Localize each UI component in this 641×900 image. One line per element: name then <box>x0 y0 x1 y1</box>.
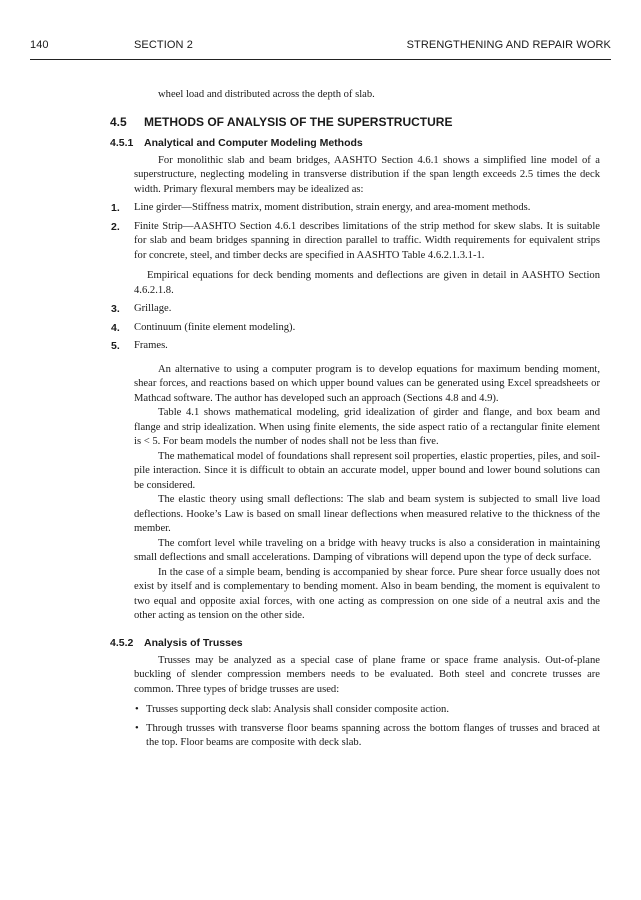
subsection-heading-4-5-2 <box>110 636 600 650</box>
item-text: Line girder—Stiffness matrix, moment distribution, strain energy, and area-moment methods. <box>134 202 531 213</box>
item-number: 2. <box>111 220 120 233</box>
subsection-title: Analysis of Trusses <box>144 636 243 649</box>
item-subparagraph: Empirical equations for deck bending moments and deflections are given in detail in AASHTO Section 4.6.2.1.8. <box>134 270 600 296</box>
list-item <box>111 220 600 299</box>
subsection-number: 4.5.2 <box>110 636 134 649</box>
running-head <box>30 39 611 55</box>
body-paragraph: An alternative to using a computer program is to develop equations for maximum bending moment, shear forces, and reactions based on which upper bound values can be generated using Excel spreadsheets or Mathcad software. The author has developed such an approach (Sections 4.8 and 4.9). <box>134 363 600 404</box>
bullet-text: Trusses supporting deck slab: Analysis shall consider composite action. <box>146 704 449 715</box>
methods-list <box>111 201 600 354</box>
list-item <box>111 302 600 317</box>
body-paragraph: In the case of a simple beam, bending is accompanied by shear force. Pure shear force usually does not exist by itself and is complementary to bending moment. Also in beam bending, the moment is equivalent to two equal and opposite axial forces, with one acting as compression on one side of a neutral axis and the other acting as tension on the other side. <box>134 566 600 621</box>
header-rule <box>30 59 611 60</box>
running-title: STRENGTHENING AND REPAIR WORK <box>406 39 611 51</box>
item-number: 3. <box>111 303 120 315</box>
bullet-icon: • <box>135 722 139 734</box>
item-text: Frames. <box>134 340 168 351</box>
section-title: METHODS OF ANALYSIS OF THE SUPERSTRUCTURE <box>144 114 453 129</box>
section-heading-4-5 <box>110 115 600 130</box>
subsection-title: Analytical and Computer Modeling Methods <box>144 136 363 149</box>
bullet-text: Through trusses with transverse floor beams spanning across the bottom flanges of trusses and braced at the top. Floor beams are composite with deck slab. <box>146 722 600 748</box>
trusses-paragraph: Trusses may be analyzed as a special case of plane frame or space frame analysis. Out-of-plane buckling of slender compression members needs to be evaluated. Both steel and concrete trusses are common. Three types of bridge trusses are used: <box>134 654 600 695</box>
list-item <box>111 339 600 354</box>
truss-types-list <box>134 703 600 751</box>
subsection-number: 4.5.1 <box>110 136 134 149</box>
body-paragraph: Table 4.1 shows mathematical modeling, grid idealization of girder and flange, and box beam and flange and strip idealization. When using finite elements, the side aspect ratio of a rectangular finite element is < 5. For beam models the number of nodes shall not be less than five. <box>134 407 600 447</box>
item-text: Grillage. <box>134 303 172 314</box>
item-text: Finite Strip—AASHTO Section 4.6.1 describes limitations of the strip method for skew slabs. It is suitable for slab and beam bridges spanning in direction parallel to traffic. Width requirements for equivalent strips for concrete, steel, and timber decks are specified in AASHTO Table 4.6.2.1.3.1-1. <box>134 220 600 261</box>
list-item <box>135 722 600 751</box>
list-item <box>111 201 600 216</box>
intro-paragraph: For monolithic slab and beam bridges, AASHTO Section 4.6.1 shows a simplified line model of a superstructure, neglecting modeling in transverse distribution if the span length exceeds 2.5 times the deck width. Primary flexural members may be idealized as: <box>134 154 600 195</box>
body-paragraph: The mathematical model of foundations shall represent soil properties, elastic properties, piles, and soil-pile interaction. Since it is difficult to obtain an accurate model, upper bound and lower bound solutions can be considered. <box>134 450 600 491</box>
bullet-icon: • <box>135 704 139 715</box>
list-item <box>135 703 600 718</box>
item-text: Continuum (finite element modeling). <box>134 321 296 333</box>
body-paragraph: The elastic theory using small deflections: The slab and beam system is subjected to small live load deflections. Hooke’s Law is based on small linear deflections when measured relative to the thickness of the member. <box>134 494 600 534</box>
item-number: 4. <box>111 321 120 334</box>
section-number: 4.5 <box>110 114 127 129</box>
body-paragraph: The comfort level while traveling on a bridge with heavy trucks is also a consideration in maintaining small deflections and small accelerations. Damping of vibrations will depend upon the type of deck surface. <box>134 537 600 563</box>
item-number: 5. <box>111 340 120 352</box>
continuation-text: wheel load and distributed across the depth of slab. <box>158 89 375 100</box>
list-item <box>111 321 600 336</box>
item-number: 1. <box>111 202 120 214</box>
section-label: SECTION 2 <box>134 39 193 51</box>
page-body <box>110 88 600 751</box>
page-number: 140 <box>30 39 49 51</box>
subsection-heading-4-5-1 <box>110 136 600 150</box>
